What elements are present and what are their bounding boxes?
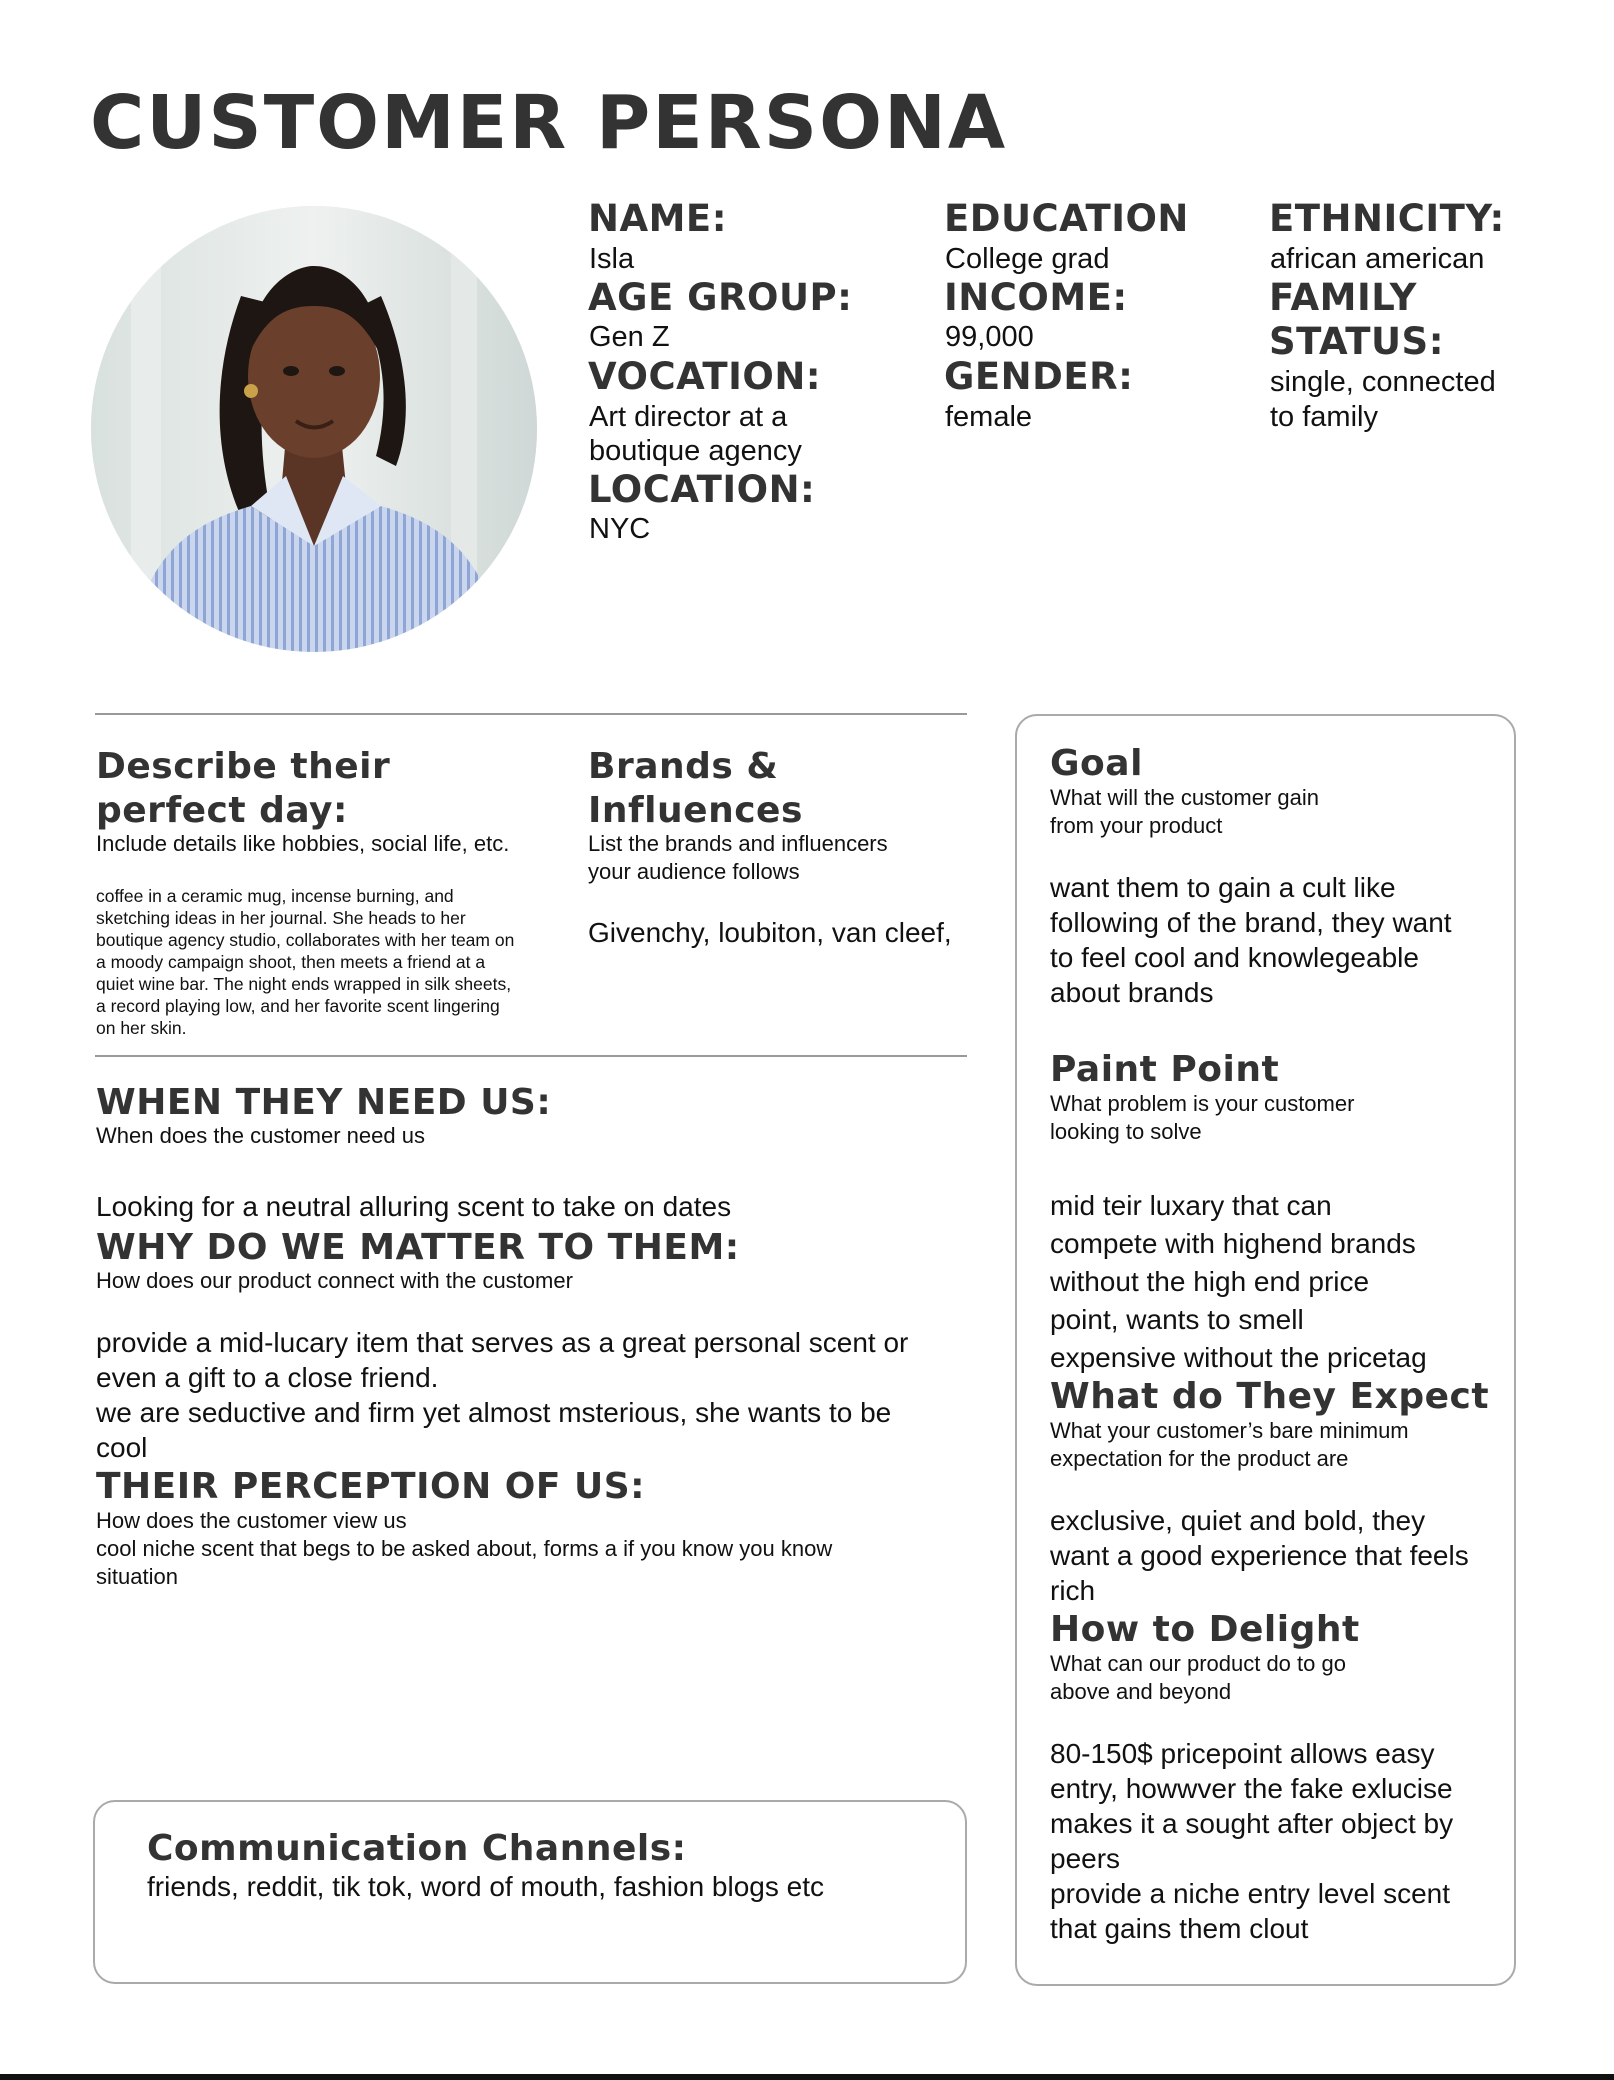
income-value: 99,000 bbox=[945, 321, 1034, 353]
page-bottom-bar bbox=[0, 2074, 1614, 2080]
expect-hint-line1: What your customer’s bare minimum bbox=[1050, 1418, 1409, 1443]
goal-hint-line1: What will the customer gain bbox=[1050, 785, 1319, 810]
delight-heading: How to Delight bbox=[1050, 1609, 1360, 1650]
perception-content-line1: cool niche scent that begs to be asked about, forms a if you know you know bbox=[96, 1536, 833, 1561]
expect-heading: What do They Expect bbox=[1050, 1376, 1490, 1417]
brands-heading-line1: Brands & bbox=[588, 746, 779, 787]
family-status-value-line2: to family bbox=[1270, 401, 1378, 433]
perfect-day-hint: Include details like hobbies, social life, etc. bbox=[96, 831, 510, 856]
goal-hint-line2: from your product bbox=[1050, 813, 1223, 838]
brands-heading-line2: Influences bbox=[588, 790, 803, 831]
brands-content: Givenchy, loubiton, van cleef, bbox=[588, 917, 952, 948]
vocation-value-line1: Art director at a bbox=[589, 401, 788, 433]
vocation-value-line2: boutique agency bbox=[589, 435, 802, 467]
delight-line-6: that gains them clout bbox=[1050, 1913, 1309, 1944]
family-status-label-line2: STATUS: bbox=[1269, 320, 1445, 363]
family-status-label-line1: FAMILY bbox=[1269, 276, 1417, 319]
delight-hint-line1: What can our product do to go bbox=[1050, 1651, 1346, 1676]
perfect-day-line-2: sketching ideas in her journal. She heads to her bbox=[96, 908, 466, 928]
why-matter-line-3: we are seductive and firm yet almost msterious, she wants to be bbox=[96, 1397, 892, 1428]
pain-point-line-2: compete with highend brands bbox=[1050, 1228, 1416, 1259]
communication-channels-heading: Communication Channels: bbox=[147, 1828, 687, 1869]
goal-line-2: following of the brand, they want bbox=[1050, 907, 1452, 938]
when-need-heading: WHEN THEY NEED US: bbox=[96, 1082, 552, 1123]
perfect-day-line-5: quiet wine bar. The night ends wrapped in silk sheets, bbox=[96, 974, 512, 994]
persona-photo bbox=[91, 206, 537, 652]
when-need-hint: When does the customer need us bbox=[96, 1123, 425, 1148]
goal-line-4: about brands bbox=[1050, 977, 1214, 1008]
goal-line-1: want them to gain a cult like bbox=[1050, 872, 1396, 903]
family-status-value-line1: single, connected bbox=[1270, 366, 1496, 398]
delight-line-2: entry, howwver the fake exlucise bbox=[1050, 1773, 1453, 1804]
age-group-value: Gen Z bbox=[589, 321, 670, 353]
vocation-label: VOCATION: bbox=[588, 355, 822, 398]
perception-content-line2: situation bbox=[96, 1564, 178, 1589]
why-matter-hint: How does our product connect with the customer bbox=[96, 1268, 573, 1293]
ethnicity-label: ETHNICITY: bbox=[1269, 197, 1505, 240]
gender-value: female bbox=[945, 401, 1033, 433]
delight-line-5: provide a niche entry level scent bbox=[1050, 1878, 1450, 1909]
perfect-day-line-6: a record playing low, and her favorite scent lingering bbox=[96, 996, 500, 1016]
brands-hint-line2: your audience follows bbox=[588, 859, 800, 884]
gender-label: GENDER: bbox=[944, 355, 1134, 398]
delight-line-1: 80-150$ pricepoint allows easy bbox=[1050, 1738, 1435, 1769]
page-title: CUSTOMER PERSONA bbox=[90, 80, 1008, 166]
location-label: LOCATION: bbox=[588, 468, 816, 511]
brands-hint-line1: List the brands and influencers bbox=[588, 831, 888, 856]
age-group-label: AGE GROUP: bbox=[588, 276, 853, 319]
perception-heading: THEIR PERCEPTION OF US: bbox=[96, 1466, 646, 1507]
pain-point-hint-line1: What problem is your customer bbox=[1050, 1091, 1355, 1116]
education-value: College grad bbox=[945, 243, 1110, 275]
pain-point-hint-line2: looking to solve bbox=[1050, 1119, 1202, 1144]
why-matter-line-2: even a gift to a close friend. bbox=[96, 1362, 439, 1393]
expect-line-2: want a good experience that feels bbox=[1050, 1540, 1469, 1571]
pain-point-line-4: point, wants to smell bbox=[1050, 1304, 1304, 1335]
name-value: Isla bbox=[589, 243, 635, 275]
perception-hint: How does the customer view us bbox=[96, 1508, 407, 1533]
delight-hint-line2: above and beyond bbox=[1050, 1679, 1232, 1704]
location-value: NYC bbox=[589, 513, 651, 545]
perfect-day-line-1: coffee in a ceramic mug, incense burning, and bbox=[96, 886, 454, 906]
section-divider-top bbox=[95, 713, 967, 715]
perfect-day-line-4: a moody campaign shoot, then meets a friend at a bbox=[96, 952, 486, 972]
communication-channels-content: friends, reddit, tik tok, word of mouth, fashion blogs etc bbox=[147, 1871, 825, 1902]
pain-point-line-3: without the high end price bbox=[1050, 1266, 1370, 1297]
perfect-day-heading-line2: perfect day: bbox=[96, 790, 348, 831]
perfect-day-line-3: boutique agency studio, collaborates with her team on bbox=[96, 930, 515, 950]
perfect-day-line-7: on her skin. bbox=[96, 1018, 187, 1038]
ethnicity-value: african american bbox=[1270, 243, 1485, 275]
when-need-content: Looking for a neutral alluring scent to take on dates bbox=[96, 1191, 732, 1222]
name-label: NAME: bbox=[588, 197, 727, 240]
persona-portrait-illustration bbox=[91, 206, 537, 652]
goal-line-3: to feel cool and knowlegeable bbox=[1050, 942, 1419, 973]
expect-hint-line2: expectation for the product are bbox=[1050, 1446, 1349, 1471]
delight-line-4: peers bbox=[1050, 1843, 1121, 1874]
perfect-day-heading-line1: Describe their bbox=[96, 746, 391, 787]
why-matter-line-1: provide a mid-lucary item that serves as a great personal scent or bbox=[96, 1327, 909, 1358]
pain-point-line-1: mid teir luxary that can bbox=[1050, 1190, 1332, 1221]
why-matter-line-4: cool bbox=[96, 1432, 148, 1463]
goal-heading: Goal bbox=[1050, 743, 1143, 784]
pain-point-heading: Paint Point bbox=[1050, 1049, 1280, 1090]
why-matter-heading: WHY DO WE MATTER TO THEM: bbox=[96, 1227, 740, 1268]
expect-line-3: rich bbox=[1050, 1575, 1096, 1606]
delight-line-3: makes it a sought after object by bbox=[1050, 1808, 1454, 1839]
pain-point-line-5: expensive without the pricetag bbox=[1050, 1342, 1427, 1373]
income-label: INCOME: bbox=[944, 276, 1128, 319]
education-label: EDUCATION bbox=[944, 197, 1189, 240]
section-divider-middle bbox=[95, 1055, 967, 1057]
expect-line-1: exclusive, quiet and bold, they bbox=[1050, 1505, 1426, 1536]
